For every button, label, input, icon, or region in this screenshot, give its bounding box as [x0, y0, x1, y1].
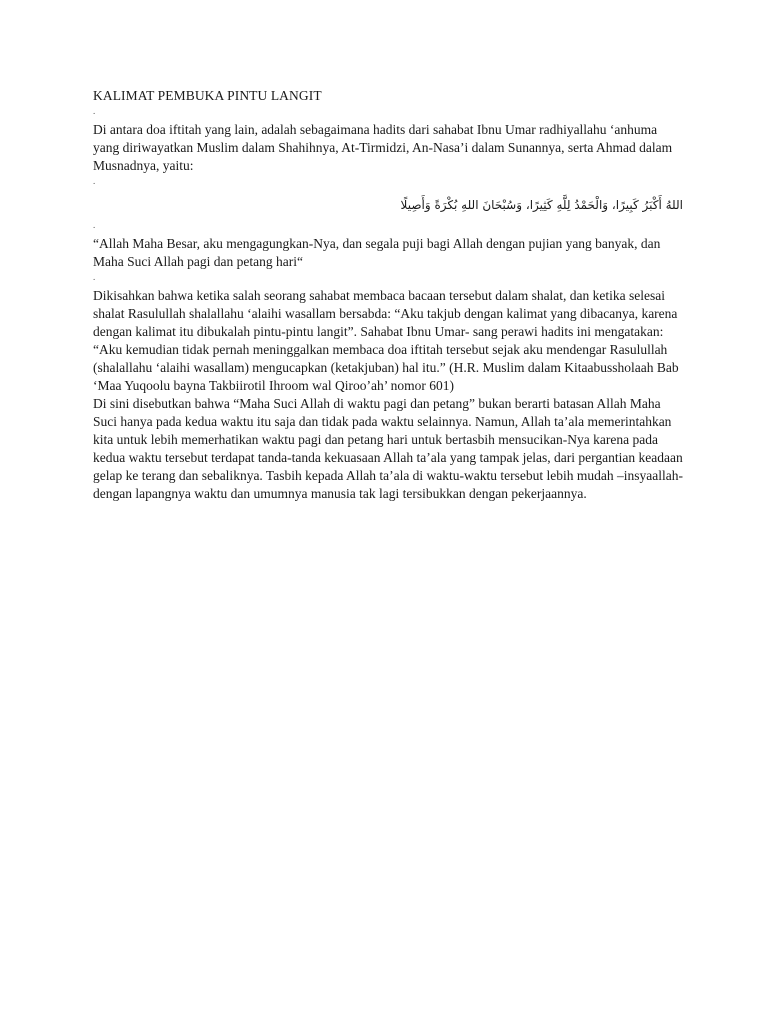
separator-dot: .: [93, 106, 96, 116]
document-title: KALIMAT PEMBUKA PINTU LANGIT: [93, 88, 322, 103]
translation-paragraph: “Allah Maha Besar, aku mengagungkan-Nya, dan segala puji bagi Allah dengan pujian yang banyak, dan Maha Suci Allah pagi dan petang hari“: [93, 236, 661, 269]
arabic-dua-text: اللهُ أَكْبَرُ كَبِيرًا، وَالْحَمْدُ لِلَّهِ كَثِيرًا، وَسُبْحَانَ اللهِ بُكْرَةً وَأَصِيلًا: [400, 198, 683, 212]
intro-paragraph: Di antara doa iftitah yang lain, adalah sebagaimana hadits dari sahabat Ibnu Umar radhiyallahu ‘anhuma yang diriwayatkan Muslim dalam Shahihnya, At-Tirmidzi, An-Nasa’i dalam Sunannya, serta Ahmad dalam Musnadnya, yaitu:: [93, 122, 673, 173]
hadith-paragraph: Dikisahkan bahwa ketika salah seorang sahabat membaca bacaan tersebut dalam shalat, dan ketika selesai shalat Rasulullah shalallahu ‘alaihi wasallam bersabda: “Aku takjub dengan kalimat yang dibacanya, karena dengan kalimat itu dibukalah pintu-pintu langit”. Sahabat Ibnu Umar- sang perawi hadits ini mengatakan: “Aku kemudian tidak pernah meninggalkan membaca doa iftitah tersebut sejak aku mendengar Rasulullah (shalallahu ‘alaihi wasallam) mengucapkan (ketakjuban) hal itu.” (H.R. Muslim dalam Kitaabussholaah Bab ‘Maa Yuqoolu bayna Takbiirotil Ihroom wal Qiroo’ah’ nomor 601): [93, 288, 679, 393]
separator-dot: .: [93, 176, 96, 186]
separator-dot: .: [93, 220, 96, 230]
document-page: [93, 87, 683, 503]
explanation-paragraph: Di sini disebutkan bahwa “Maha Suci Allah di waktu pagi dan petang” bukan berarti batasan Allah Maha Suci hanya pada kedua waktu itu saja dan tidak pada waktu selainnya. Namun, Allah ta’ala memerintahkan kita untuk lebih memerhatikan waktu pagi dan petang hari untuk bertasbih mensucikan-Nya karena pada kedua waktu tersebut terdapat tanda-tanda kekuasaan Allah ta’ala yang tampak jelas, dari pergantian keadaan gelap ke terang dan sebaliknya. Tasbih kepada Allah ta’ala di waktu-waktu tersebut lebih mudah –insyaallah- dengan lapangnya waktu dan umumnya manusia tak lagi tersibukkan dengan pekerjaannya.: [93, 396, 683, 501]
separator-dot: .: [93, 272, 96, 282]
